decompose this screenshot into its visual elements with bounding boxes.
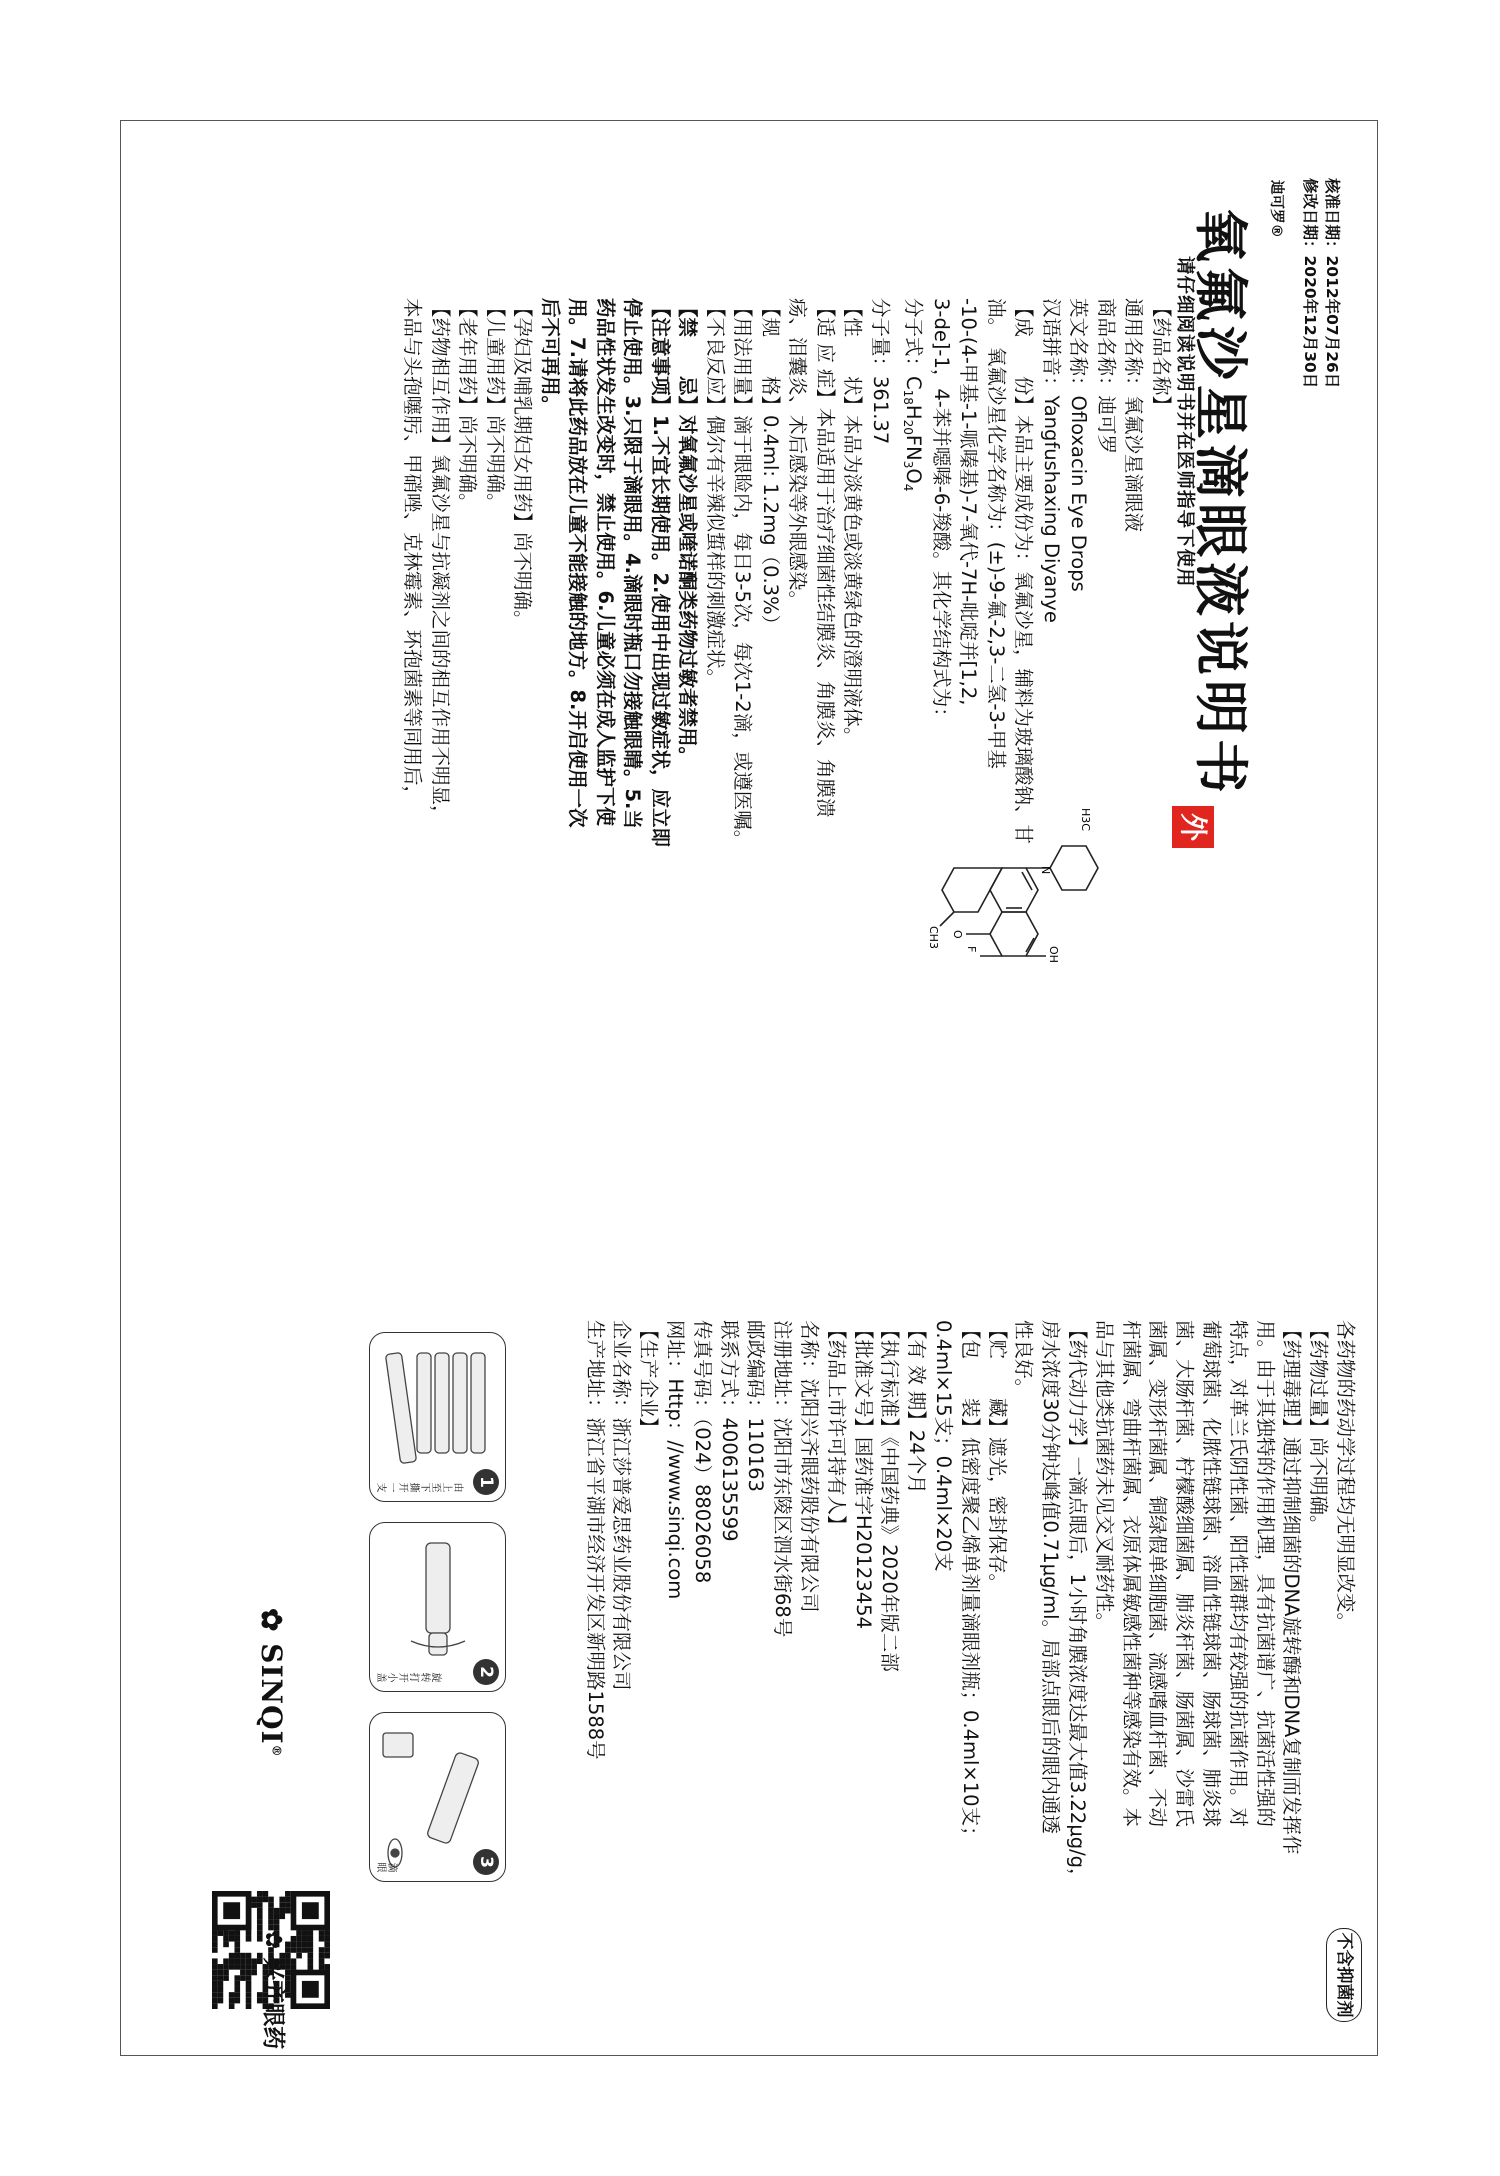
right-lines-line: 注册地址：沈阳市东陵区泗水街68号	[771, 1320, 795, 1638]
left-lines-2-line: 【性 状】本品为淡黄色或淡黄绿色的澄明液体。	[841, 298, 865, 747]
sinqi-logo-text: SINQI	[255, 1643, 288, 1745]
right-lines-line: 0.4ml×15支；0.4ml×20支	[932, 1320, 956, 1572]
bold-lines-line: 后不可再用。	[539, 298, 562, 416]
right-lines-line: 性良好。	[1012, 1320, 1036, 1399]
right-lines-line: 菌、大肠杆菌、柠檬酸细菌属、肺炎杆菌、肠菌属、沙雷氏	[1173, 1320, 1197, 1828]
left-lines-line: 【药品名称】	[1150, 298, 1173, 416]
xingqi-logo: ✿ 兴齐眼药	[260, 1930, 286, 2050]
right-lines-line: 葡萄球菌、化脓性链球菌、溶血性链球菌、肠球菌、肺炎球	[1200, 1320, 1224, 1828]
page-subtitle: 请仔细阅读说明书并在医师指导下使用	[1174, 256, 1195, 588]
step-3-caption: 滴眼	[376, 1860, 398, 1871]
right-lines-line: 【贮 藏】遮光，密封保存。	[985, 1320, 1009, 1594]
right-lines-line: 【药品上市许可持有人】	[824, 1320, 848, 1535]
left-lines-3-line: 【药物相互作用】氧氟沙星与抗凝剂之间的相互作用不明显，	[429, 298, 452, 825]
right-lines-line: 品与其他类抗菌药未见交叉耐药性。	[1092, 1320, 1116, 1633]
step-3-number: 3	[473, 1849, 499, 1875]
bold-lines-line: 【注意事项】1.不宜长期使用。2.使用中出现过敏症状，应立即	[649, 298, 672, 847]
left-lines-2-line: 【规 格】0.4ml: 1.2mg（0.3%）	[759, 298, 782, 635]
leaflet-sheet	[120, 120, 1378, 2056]
right-lines-line: 杆菌属、弯曲杆菌属、衣原体属敏感性菌种等感染有效。本	[1119, 1320, 1143, 1828]
right-lines-line: 【药物过量】尚不明确。	[1307, 1320, 1331, 1535]
left-lines-3-line: 【孕妇及哺乳期妇女用药】尚不明确。	[511, 298, 535, 630]
right-lines-line: 【有 效 期】24个月	[905, 1320, 929, 1494]
formula-label: 分子式：	[902, 298, 926, 377]
approved-date: 核准日期：2012年07月26日	[1323, 178, 1341, 389]
right-lines-line: 名称：沈阳兴齐眼药股份有限公司	[798, 1320, 822, 1613]
right-lines-line: 特点，对革兰氏阴性菌、阳性菌群均有较强的抗菌作用。对	[1226, 1320, 1250, 1828]
left-lines-2-line: 【用法用量】滴于眼睑内，每日3-5次，每次1-2滴，或遵医嘱。	[731, 298, 755, 850]
structure-drawing	[898, 806, 1106, 966]
sinqi-logo: ✿ SINQI®	[255, 1608, 288, 1758]
structure-label-ch3: CH3	[927, 926, 940, 949]
left-lines-3-line: 本品与头孢噻肟、甲硝唑、克林霉素、环孢菌素等同用后，	[401, 298, 425, 806]
step-3	[369, 1712, 506, 1882]
bold-lines-line: 停止使用。3.只限于滴眼用。4.滴眼时瓶口勿接触眼睛。5.当	[621, 298, 645, 829]
structure-label-oh: OH	[1047, 946, 1060, 963]
left-lines-3-line: 【老年用药】尚不明确。	[456, 298, 480, 513]
step-1-caption: 由上至下撕开一支	[376, 1480, 464, 1491]
page-title: 氧氟沙星滴眼液说明书	[1189, 208, 1252, 798]
step-1	[369, 1332, 506, 1502]
left-lines-line: 3-de]-1，4-苯并噁嗪-6-羧酸。其化学结构式为：	[930, 298, 953, 727]
right-lines-line: 联系方式：4006135599	[717, 1320, 741, 1542]
bold-lines-line: 用。7.请将此药品放在儿童不能接触的地方。8.开启使用一次	[566, 298, 590, 828]
left-lines-line: -10-(4-甲基-1-哌嗪基)-7-氧代-7H-吡啶并[1,2,	[957, 298, 981, 706]
left-lines-3-line: 【儿童用药】尚不明确。	[484, 298, 507, 513]
left-lines-2-line: 【不良反应】偶尔有辛辣似蜇样的刺激症状。	[704, 298, 727, 689]
left-lines-2-line: 【适 应 症】本品适用于治疗细菌性结膜炎、角膜炎、角膜溃	[814, 298, 837, 818]
right-lines-line: 【药代动力学】一滴点眼后，1小时角膜浓度达最大值3.22μg/g，	[1066, 1320, 1090, 1888]
right-lines-line: 【生产企业】	[637, 1320, 661, 1438]
left-lines-line: 【成 份】本品主要成份为：氧氟沙星，辅料为玻璃酸钠、甘	[1012, 298, 1036, 845]
right-lines-line: 【药理毒理】通过抑制细菌的DNA旋转酶和DNA复制而发挥作	[1280, 1320, 1304, 1855]
formula-line: 分子式：$C_{18}H_{20}FN_3O_4$	[901, 298, 926, 492]
right-lines-line: 各药物的药动学过程均无明显改变。	[1334, 1320, 1357, 1633]
right-lines-line: 生产地址：浙江省平湖市经济开发区新明路1588号	[583, 1320, 607, 1760]
right-column	[581, 1320, 1358, 1910]
step-2	[369, 1522, 506, 1692]
right-lines-line: 用。由于其独特的作用机理，具有抗菌谱广、抗菌活性强的	[1253, 1320, 1277, 1828]
structure-label-n: N	[1039, 866, 1052, 875]
xingqi-logo-text: 兴齐眼药	[260, 1957, 286, 2050]
left-lines-line: 汉语拼音：Yangfushaxing Diyanye	[1040, 298, 1063, 623]
right-lines-line: 传真号码：（024）88026058	[690, 1320, 714, 1584]
right-lines-line: 企业名称：浙江莎普爱思药业股份有限公司	[610, 1320, 634, 1691]
structure-label-h3c: H3C	[1079, 808, 1092, 831]
right-lines-line: 网址：Http：//www.sinqi.com	[664, 1320, 688, 1600]
right-lines-line: 房水浓度30分钟达峰值0.71μg/ml。局部点眼后的眼内通透	[1039, 1320, 1063, 1834]
usage-steps	[366, 1332, 506, 1872]
structure-label-o: O	[951, 930, 964, 939]
right-lines-line: 【包 装】低密度聚乙烯单剂量滴眼剂瓶；0.4ml×10支；	[958, 1320, 982, 1846]
left-lines-2-line: 疡、泪囊炎、术后感染等外眼感染。	[786, 298, 810, 611]
left-lines-line: 英文名称：Ofloxacin Eye Drops	[1067, 298, 1091, 592]
left-lines-line: 油。 氧氟沙星化学名称为：(±)-9-氟-2,3-二氢-3-甲基	[985, 298, 1008, 769]
chemical-structure	[898, 806, 1106, 966]
right-lines-line: 菌属、变形杆菌属、铜绿假单细胞菌、流感嗜血杆菌、不动	[1146, 1320, 1170, 1828]
bold-lines-line: 【禁 忌】对氧氟沙星或喹诺酮类药物过敏者禁用。	[676, 298, 700, 767]
right-lines-line: 邮政编码：110163	[744, 1320, 768, 1492]
revised-date: 修改日期：2020年12月30日	[1301, 178, 1319, 389]
molecular-weight: 分子量：361.37	[869, 298, 892, 445]
no-preservative-badge: 不含抑菌剂	[1326, 1928, 1362, 2022]
right-lines-line: 【执行标准】《中国药典》2020年版二部	[878, 1320, 902, 1672]
step-1-number: 1	[473, 1469, 499, 1495]
structure-label-f: F	[965, 946, 978, 953]
step-2-caption: 旋转打开小盖	[376, 1670, 442, 1681]
external-use-badge: 外	[1172, 806, 1214, 848]
brand-name: 迪可罗®	[1268, 180, 1284, 238]
right-lines-line: 【批准文号】国药准字H20123454	[851, 1320, 875, 1629]
left-lines-line: 通用名称：氧氟沙星滴眼液	[1122, 298, 1146, 533]
step-2-number: 2	[473, 1659, 499, 1685]
bold-lines-line: 药品性状发生改变时，禁止使用。6.儿童必须在成人监护下使	[594, 298, 617, 826]
approval-dates	[1299, 178, 1343, 388]
left-lines-line: 商品名称：迪可罗	[1095, 298, 1118, 455]
